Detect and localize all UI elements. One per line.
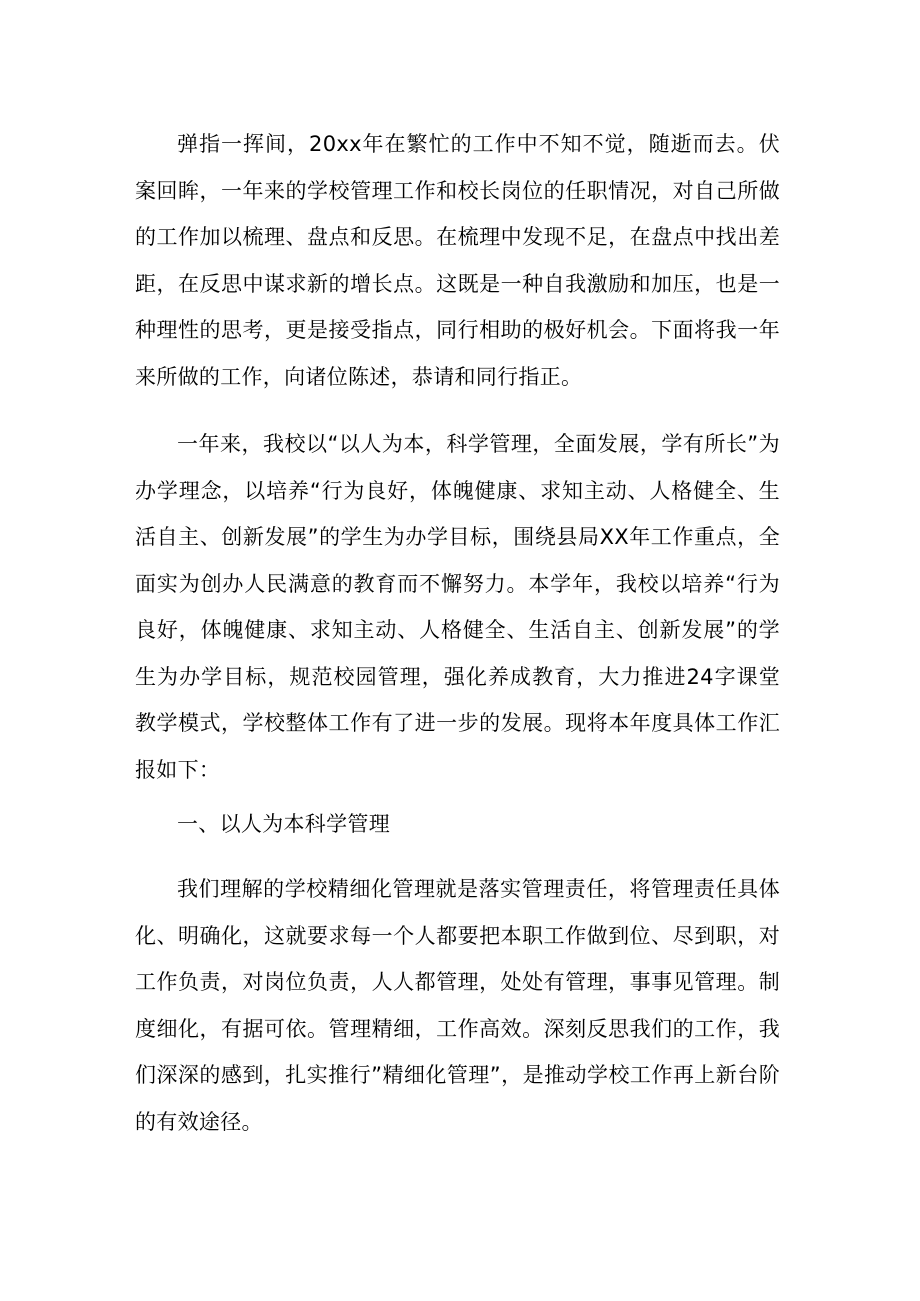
section-heading: 一、以人为本科学管理 xyxy=(177,812,390,836)
intro-paragraph: 弹指一挥间，20xx年在繁忙的工作中不知不觉，随逝而去。伏案回眸，一年来的学校管理工作和校长岗位的任职情况，对自己所做的工作加以梳理、盘点和反思。在梳理中发现不足，在盘点中找出差距，在反思中谋求新的增长点。这既是一种自我激励和加压，也是一种理性的思考，更是接受指点，同行相助的极好机会。下面将我一年来所做的工作，向诸位陈述，恭请和同行指正。 xyxy=(135,132,780,389)
management-paragraph: 我们理解的学校精细化管理就是落实管理责任，将管理责任具体化、明确化，这就要求每一个人都要把本职工作做到位、尽到职，对工作负责，对岗位负责，人人都管理，处处有管理，事事见管理。制度细化，有据可依。管理精细，工作高效。深刻反思我们的工作，我们深深的感到，扎实推行”精细化管理”，是推动学校工作再上新台阶的有效途径。 xyxy=(135,877,780,1134)
overview-paragraph: 一年来，我校以“以人为本，科学管理，全面发展，学有所长”为办学理念，以培养“行为良好，体魄健康、求知主动、人格健全、生活自主、创新发展”的学生为办学目标，围绕县局XX年工作重点，全面实为创办人民满意的教育而不懈努力。本学年，我校以培养“行为良好，体魄健康、求知主动、人格健全、生活自主、创新发展”的学生为办学目标，规范校园管理，强化养成教育，大力推进24字课堂教学模式，学校整体工作有了进一步的发展。现将本年度具体工作汇报如下： xyxy=(135,432,780,782)
